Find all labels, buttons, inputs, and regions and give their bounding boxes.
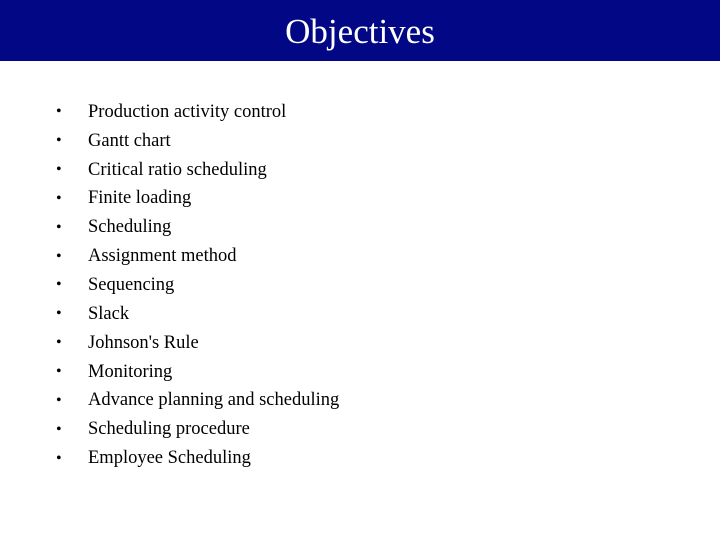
list-item [56, 358, 339, 387]
list-item-text: Scheduling procedure [88, 419, 250, 440]
list-item [56, 242, 339, 271]
bullet-icon: • [56, 334, 62, 352]
bullet-icon: • [56, 363, 62, 381]
objectives-list [56, 98, 339, 473]
bullet-icon: • [56, 103, 62, 121]
bullet-icon: • [56, 449, 62, 467]
list-item-text: Assignment method [88, 246, 237, 267]
title-bar [0, 0, 720, 61]
list-item-text: Employee Scheduling [88, 448, 251, 469]
bullet-icon: • [56, 420, 62, 438]
bullet-icon: • [56, 218, 62, 236]
bullet-icon: • [56, 305, 62, 323]
list-item [56, 300, 339, 329]
slide-title: Objectives [285, 11, 435, 51]
list-item [56, 185, 339, 214]
list-item-text: Scheduling [88, 217, 172, 238]
list-item [56, 415, 339, 444]
bullet-icon: • [56, 189, 62, 207]
list-item [56, 156, 339, 185]
list-item-text: Production activity control [88, 101, 287, 122]
list-item-text: Finite loading [88, 188, 192, 209]
list-item [56, 329, 339, 358]
list-item-text: Gantt chart [88, 130, 171, 151]
bullet-icon: • [56, 276, 62, 294]
list-item-text: Johnson's Rule [88, 332, 199, 353]
list-item-text: Monitoring [88, 361, 173, 382]
bullet-icon: • [56, 132, 62, 150]
list-item [56, 271, 339, 300]
list-item [56, 213, 339, 242]
list-item-text: Slack [88, 303, 130, 324]
list-item-text: Advance planning and scheduling [88, 390, 340, 411]
bullet-icon: • [56, 391, 62, 409]
list-item [56, 127, 339, 156]
list-item [56, 444, 339, 473]
list-item [56, 98, 339, 127]
list-item-text: Critical ratio scheduling [88, 159, 267, 180]
list-item [56, 386, 339, 415]
bullet-icon: • [56, 247, 62, 265]
bullet-icon: • [56, 161, 62, 179]
list-item-text: Sequencing [88, 274, 175, 295]
